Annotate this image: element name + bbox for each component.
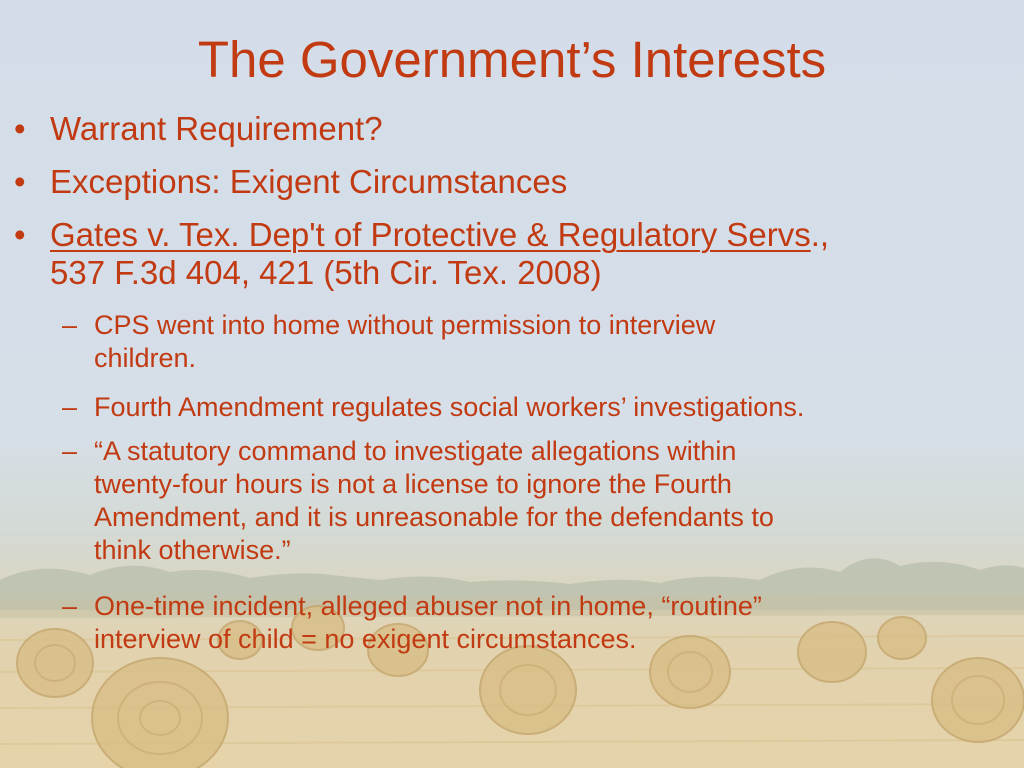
citation-reporter: 537 F.3d 404, 421 (5th Cir. Tex. 2008) (50, 254, 602, 291)
sub-bullet-text: CPS went into home without permission to interview children. (94, 310, 716, 373)
sub-bullet-text: Fourth Amendment regulates social workers’ investigations. (94, 392, 805, 422)
dash-mark: – (62, 591, 78, 621)
slide-title: The Government’s Interests (197, 31, 827, 88)
dash-mark: – (62, 392, 78, 422)
bullet-mark: • (14, 110, 26, 147)
citation-punctuation: ., (810, 216, 830, 253)
bullet-text: Exceptions: Exigent Circumstances (50, 163, 568, 200)
case-name-link[interactable]: Gates v. Tex. Dep't of Protective & Regulatory Servs (50, 216, 811, 253)
bullet-text: Warrant Requirement? (50, 110, 383, 147)
bullet-text (50, 216, 1010, 292)
sub-bullet-text: “A statutory command to investigate allegations within twenty-four hours is not a license to ignore the Fourth Amendment, and it is unreasonable for the defendants to think otherwise.” (94, 436, 774, 565)
dash-mark: – (62, 310, 78, 340)
dash-mark: – (62, 436, 78, 466)
sub-bullet-text: One-time incident, alleged abuser not in home, “routine” interview of child = no exigent circumstances. (94, 591, 762, 654)
bullet-mark: • (14, 216, 26, 253)
bullet-mark: • (14, 163, 26, 200)
